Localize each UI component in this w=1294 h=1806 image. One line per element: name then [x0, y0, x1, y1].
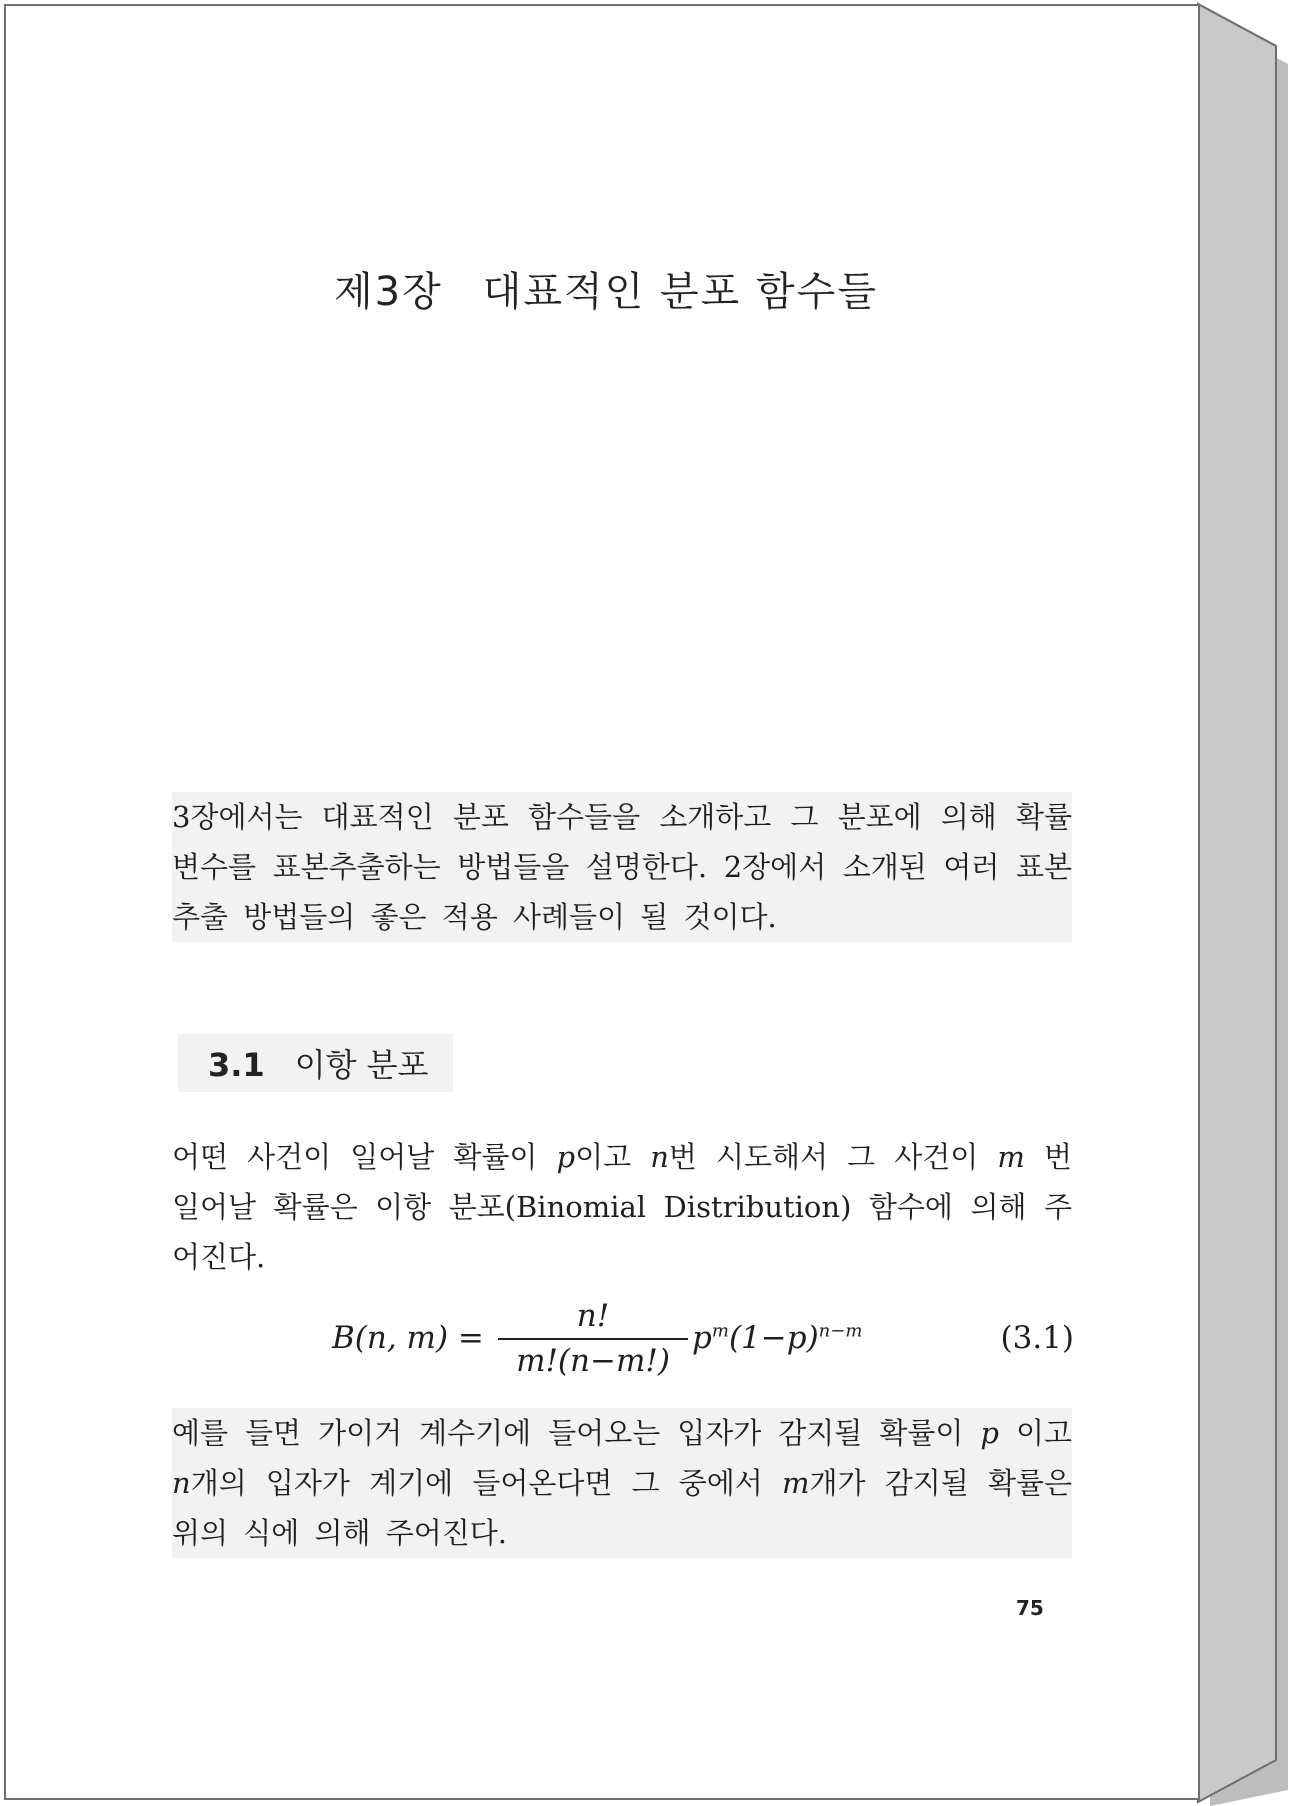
- para1-text-4: 번 일어날 확률은 이항 분포(Binomial Distribution) 함수에 의해 주어진다.: [172, 1140, 1073, 1274]
- equation-fraction: [498, 1296, 688, 1380]
- intro-paragraph: 3장에서는 대표적인 분포 함수들을 소개하고 그 분포에 의해 확률 변수를 표본추출하는 방법들을 설명한다. 2장에서 소개된 여러 표본추출 방법들의 좋은 적용 사례들이 될 것이다.: [172, 792, 1072, 942]
- para2-text-4: 개가 감지될 확률은 위의 식에 의해 주어진다.: [172, 1466, 1072, 1550]
- equation-number: (3.1): [1000, 1320, 1074, 1356]
- paragraph-binomial-intro: [172, 1132, 1072, 1282]
- section-number: 3.1: [208, 1046, 265, 1084]
- rhs-base: p: [692, 1320, 712, 1356]
- para1-text-2: 이고: [575, 1140, 651, 1174]
- rhs-exponent: n−m: [818, 1320, 863, 1342]
- equation-3-1: [326, 1296, 1086, 1386]
- chapter-title: [6, 260, 1206, 317]
- para2-var-n: n: [172, 1466, 191, 1500]
- chapter-number: 제3장: [334, 269, 443, 315]
- equation-lhs: B(n, m) =: [332, 1320, 484, 1356]
- para2-text-2: 이고: [998, 1416, 1072, 1450]
- book-page: [4, 4, 1200, 1800]
- para2-text-1: 예를 들면 가이거 계수기에 들어오는 입자가 감지될 확률이: [172, 1416, 981, 1450]
- section-heading: [178, 1034, 453, 1092]
- paragraph-geiger-example: [172, 1408, 1072, 1558]
- fraction-denominator: m!(n−m!): [516, 1343, 670, 1379]
- fraction-bar: [498, 1338, 688, 1340]
- para1-text-1: 어떤 사건이 일어날 확률이: [172, 1140, 557, 1174]
- fraction-numerator: n!: [576, 1298, 610, 1334]
- page-number: 75: [1016, 1596, 1044, 1620]
- section-title-text: 이항 분포: [294, 1046, 429, 1084]
- equation-rhs: [692, 1320, 862, 1356]
- para1-var-n: n: [650, 1140, 669, 1174]
- para2-var-m: m: [782, 1466, 810, 1500]
- rhs-exponent-m: m: [711, 1320, 729, 1342]
- para2-text-3: 개의 입자가 계기에 들어온다면 그 중에서: [190, 1466, 783, 1500]
- para2-var-p: p: [980, 1416, 999, 1450]
- para1-var-p: p: [556, 1140, 576, 1174]
- para1-text-3: 번 시도해서 그 사건이: [668, 1140, 998, 1174]
- para1-var-m: m: [997, 1140, 1025, 1174]
- chapter-title-text: 대표적인 분포 함수들: [482, 269, 878, 315]
- rhs-mid: (1−p): [728, 1320, 819, 1356]
